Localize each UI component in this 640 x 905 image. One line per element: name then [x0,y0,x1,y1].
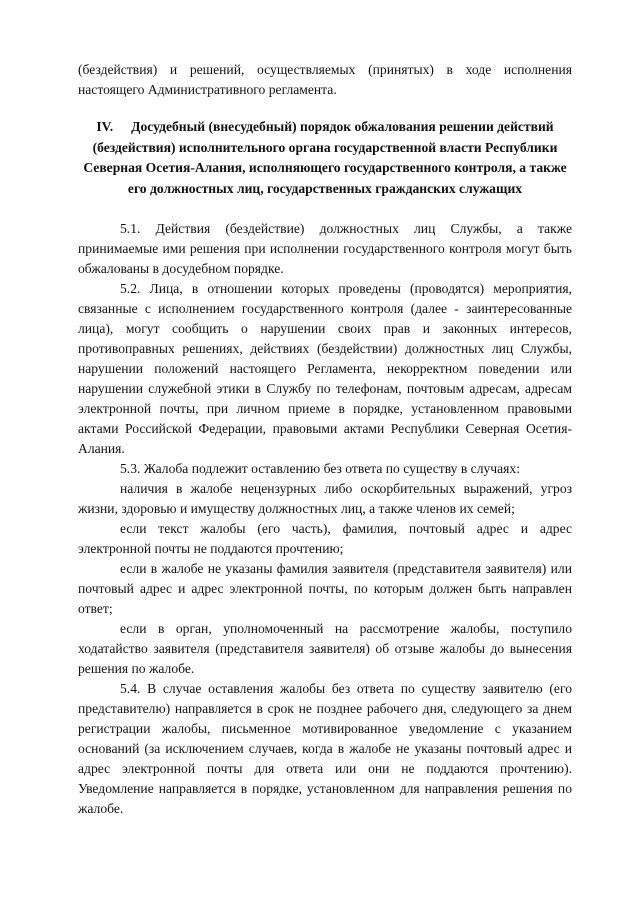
document-page [78,60,572,819]
list-item-no-name: если в жалобе не указаны фамилия заявителя (представителя заявителя) или почтовый адрес и адрес электронной почты, по которым должен быть направлен ответ; [78,561,572,616]
list-item-withdrawal: если в орган, уполномоченный на рассмотрение жалобы, поступило ходатайство заявителя (представителя заявителя) об отзыве жалобы до вынесения решения по жалобе. [78,621,572,676]
section-number: IV. [96,119,114,134]
paragraph-5-4: 5.4. В случае оставления жалобы без ответа по существу заявителю (его представителю) направляется в срок не позднее рабочего дня, следующего за днем регистрации жалобы, письменное мотивированное уведомление с указанием оснований (за исключением случаев, когда в жалобе не указаны почтовый адрес и адрес электронной почты для ответа или они не поддаются прочтению). Уведомление направляется в порядке, установленном для направления решения по жалобе. [78,681,572,816]
list-item-obscene: наличия в жалобе нецензурных либо оскорбительных выражений, угроз жизни, здоровью и имуществу должностных лиц, а также членов их семей; [78,481,572,516]
paragraph-5-1: 5.1. Действия (бездействие) должностных лиц Службы, а также принимаемые ими решения при исполнении государственного контроля могут быть обжалованы в досудебном порядке. [78,221,572,276]
list-item-unreadable: если текст жалобы (его часть), фамилия, почтовый адрес и адрес электронной почты не поддаются прочтению; [78,521,572,556]
intro-paragraph: (бездействия) и решений, осуществляемых (принятых) в ходе исполнения настоящего Административного регламента. [78,62,572,97]
paragraph-5-3: 5.3. Жалоба подлежит оставлению без ответа по существу в случаях: [120,461,520,476]
paragraph-5-2: 5.2. Лица, в отношении которых проведены (проводятся) мероприятия, связанные с исполнением государственного контроля (далее - заинтересованные лица), могут сообщить о нарушении своих прав и законных интересов, противоправных решениях, действиях (бездействии) должностных лиц Службы, нарушении положений настоящего Регламента, некорректном поведении или нарушении служебной этики в Службу по телефонам, почтовым адресам, адресам электронной почты, при личном приеме в порядке, установленном правовыми актами Российской Федерации, правовыми актами Республики Северная Осетия-Алания. [78,281,572,456]
section-heading [78,117,572,199]
section-title: Досудебный (внесудебный) порядок обжалования решении действий (бездействия) исполнительного органа государственной власти Республики Северная Осетия-Алания, исполняющего государственного контроля, а также его должностных лиц, государственных гражданских служащих [83,119,567,196]
